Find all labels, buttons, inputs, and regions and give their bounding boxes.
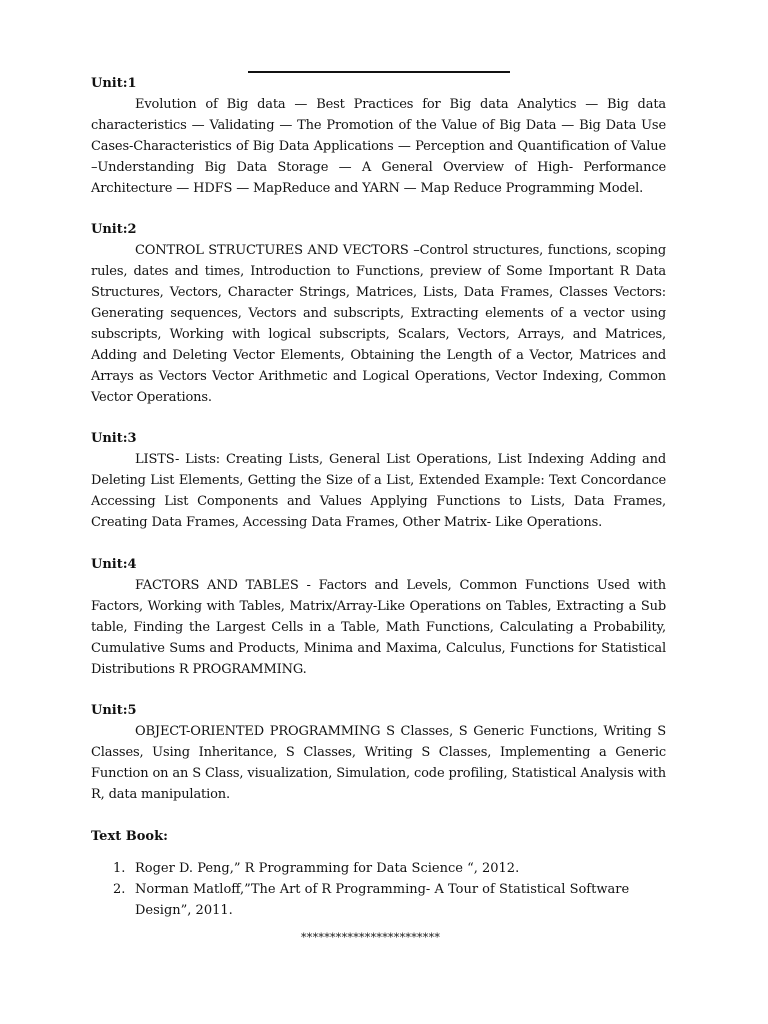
list-item-number: 1. [113, 861, 126, 876]
list-item-text: Roger D. Peng,” R Programming for Data Science “, 2012. [135, 861, 520, 876]
list-item-text: Norman Matloff,”The Art of R Programming- A Tour of Statistical Software Design”, 2011. [135, 882, 630, 918]
unit-1-section [91, 73, 666, 199]
unit-1-body: Evolution of Big data — Best Practices for Big data Analytics — Big data characteristics — Validating — The Promotion of the Value of Big Data — Big Data Use Cases-Characteristics of Big Data Applications — Perception and Quantification of Value –Understanding Big Data Storage — A General Overview of High- Performance Architecture — HDFS — MapReduce and YARN — Map Reduce Programming Model. [91, 97, 666, 196]
unit-4-body: FACTORS AND TABLES - Factors and Levels, Common Functions Used with Factors, Working with Tables, Matrix/Array-Like Operations on Tables, Extracting a Sub table, Finding the Largest Cells in a Table, Math Functions, Calculating a Probability, Cumulative Sums and Products, Minima and Maxima, Calculus, Functions for Statistical Distributions R PROGRAMMING. [91, 578, 666, 677]
unit-5-section [91, 700, 666, 805]
textbook-heading: Text Book: [91, 829, 168, 844]
unit-5-heading: Unit:5 [91, 703, 137, 718]
unit-1-heading: Unit:1 [91, 76, 137, 91]
list-item-number: 2. [113, 882, 126, 897]
unit-3-section [91, 428, 666, 533]
unit-3-body: LISTS- Lists: Creating Lists, General List Operations, List Indexing Adding and Deleting List Elements, Getting the Size of a List, Extended Example: Text Concordance Accessing List Components and Values Applying Functions to Lists, Data Frames, Creating Data Frames, Accessing Data Frames, Other Matrix- Like Operations. [91, 452, 666, 530]
unit-3-heading: Unit:3 [91, 431, 137, 446]
unit-2-section [91, 219, 666, 408]
unit-4-heading: Unit:4 [91, 557, 137, 572]
end-marker: ************************ [301, 931, 441, 944]
unit-2-heading: Unit:2 [91, 222, 137, 237]
list-item [91, 858, 635, 879]
document-page [91, 0, 666, 1024]
unit-5-body: OBJECT-ORIENTED PROGRAMMING S Classes, S Generic Functions, Writing S Classes, Using Inheritance, S Classes, Writing S Classes, Implementing a Generic Function on an S Class, visualization, Simulation, code profiling, Statistical Analysis with R, data manipulation. [91, 724, 666, 802]
unit-2-body: CONTROL STRUCTURES AND VECTORS –Control structures, functions, scoping rules, dates and times, Introduction to Functions, preview of Some Important R Data Structures, Vectors, Character Strings, Matrices, Lists, Data Frames, Classes Vectors: Generating sequences, Vectors and subscripts, Extracting elements of a vector using subscripts, Working with logical subscripts, Scalars, Vectors, Arrays, and Matrices, Adding and Deleting Vector Elements, Obtaining the Length of a Vector, Matrices and Arrays as Vectors Vector Arithmetic and Logical Operations, Vector Indexing, Common Vector Operations. [91, 243, 666, 405]
textbook-list [91, 858, 666, 921]
unit-4-section [91, 554, 666, 680]
list-item [91, 879, 635, 921]
